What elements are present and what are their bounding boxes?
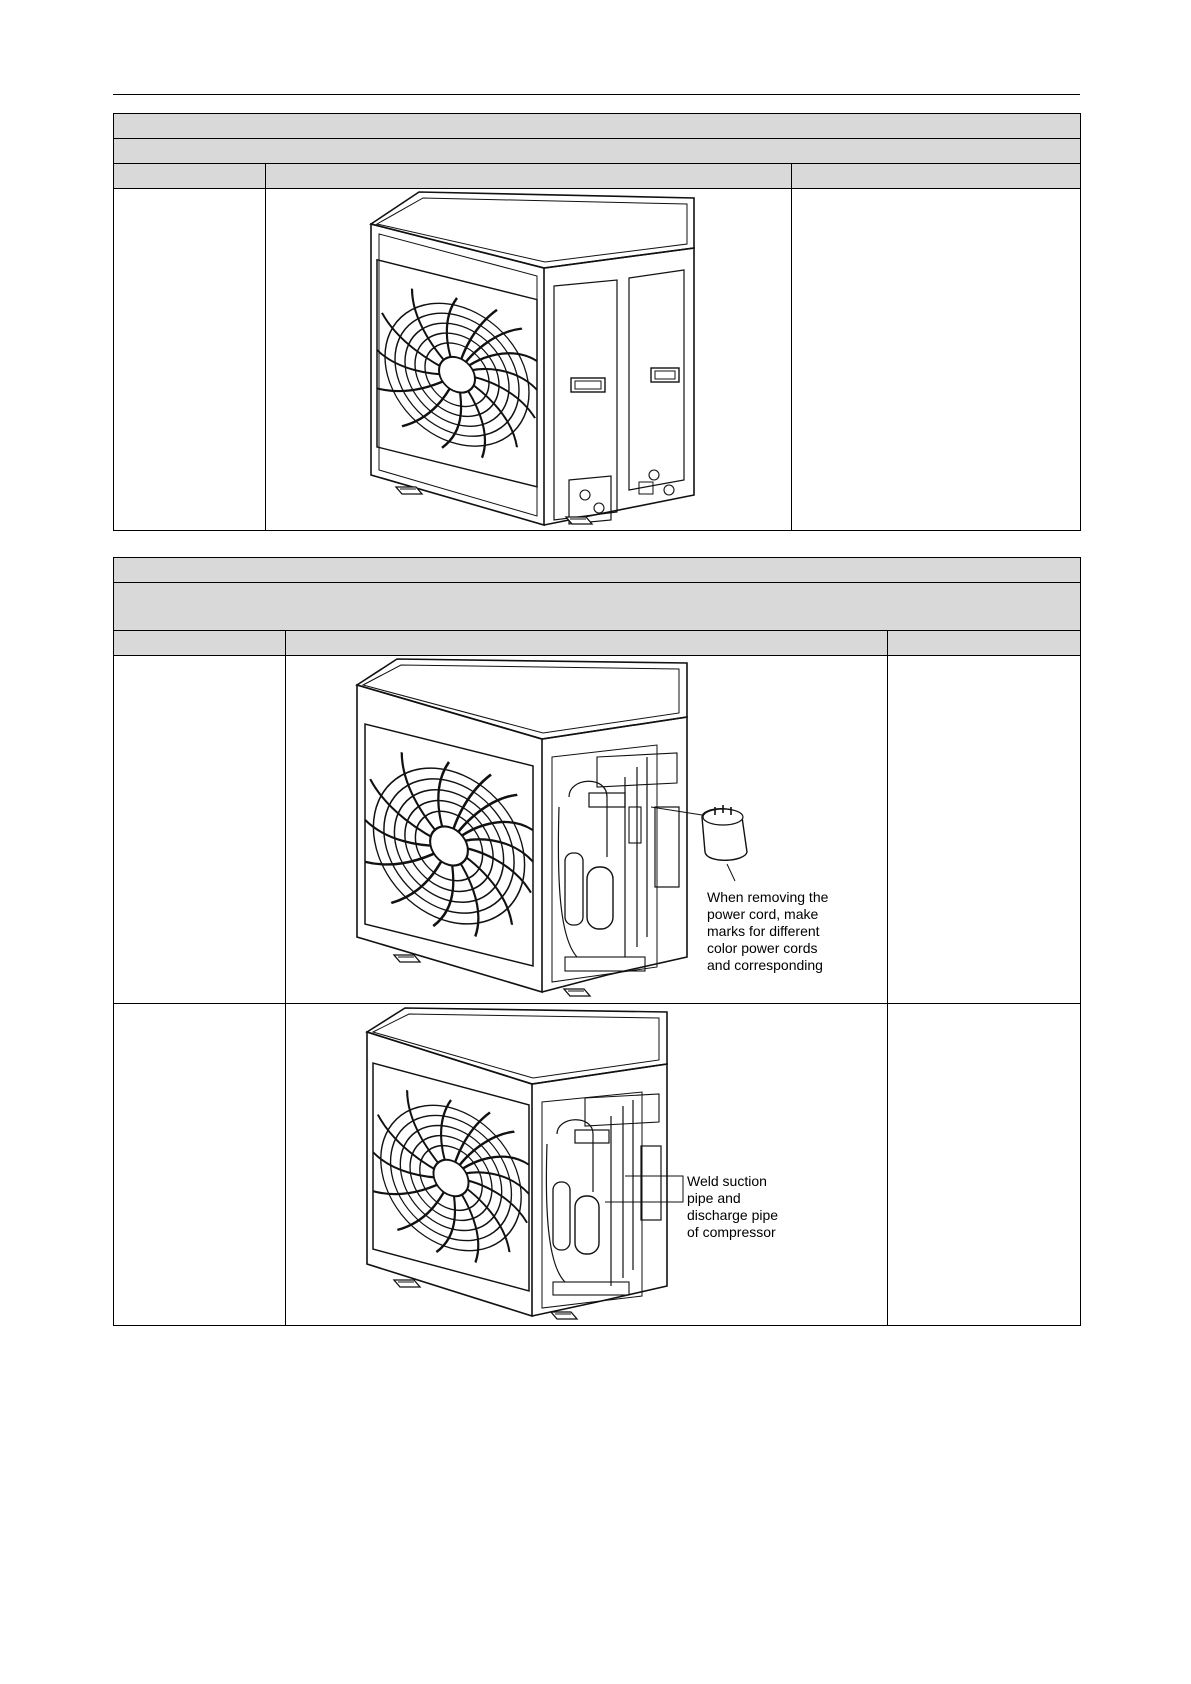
table-2-operation-2-cell	[888, 1004, 1081, 1326]
table-2-illustration-1-cell	[286, 656, 888, 1004]
table-1-title-row	[114, 114, 1081, 139]
table-2-header-operation	[888, 631, 1081, 656]
step-table-2	[113, 557, 1081, 1326]
table-1-operation-cell	[792, 189, 1081, 531]
table-1-subtitle-row	[114, 139, 1081, 164]
table-1-illustration-cell	[266, 189, 792, 531]
power-cord-callout-line-2: power cord, make	[706, 906, 818, 922]
table-2-step-1-cell	[114, 656, 286, 1004]
step-table-1	[113, 113, 1081, 531]
weld-callout-line-3: discharge pipe	[686, 1206, 778, 1223]
header-rule	[113, 94, 1080, 95]
table-2-header-step	[114, 631, 286, 656]
table-1-step-cell	[114, 189, 266, 531]
weld-callout-line-2: pipe and	[686, 1189, 741, 1206]
power-cord-callout-line-4: color power cords	[706, 940, 817, 956]
table-1-header-operation	[792, 164, 1081, 189]
table-1-header-illustration	[266, 164, 792, 189]
table-2-operation-1-cell	[888, 656, 1081, 1004]
outdoor-unit-open-weld-illustration	[337, 1006, 837, 1324]
table-2-title-row	[114, 558, 1081, 583]
table-2-illustration-2-cell	[286, 1004, 888, 1326]
outdoor-unit-closed-illustration	[349, 190, 709, 530]
outdoor-unit-open-power-cord-illustration	[307, 657, 867, 1002]
table-2-step-2-cell	[114, 1004, 286, 1326]
power-cord-callout-line-5: and corresponding	[706, 957, 823, 973]
table-1-header-step	[114, 164, 266, 189]
power-cord-callout-line-1: When removing the	[706, 889, 828, 905]
table-2-subtitle-row	[114, 583, 1081, 631]
power-cord-callout-line-3: marks for different	[706, 923, 820, 939]
table-2-header-illustration	[286, 631, 888, 656]
weld-callout-line-4: of compressor	[686, 1223, 776, 1240]
weld-callout-line-1: Weld suction	[686, 1172, 767, 1189]
